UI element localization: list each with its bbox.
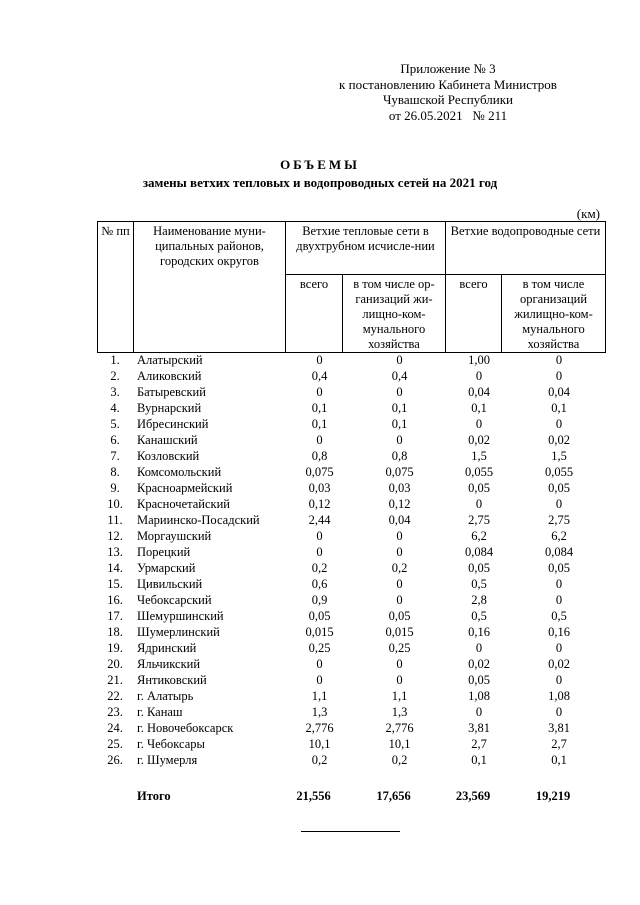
row-heat: 0,8 [311,449,328,463]
row-number: 6. [110,433,120,447]
row-number: 10. [107,497,123,511]
row-water: 0,05 [468,673,490,687]
row-water-housing: 0,05 [548,481,570,495]
table-row [97,720,611,736]
table-row [97,608,611,624]
row-name: г. Канаш [137,705,183,719]
row-heat: 0,6 [311,577,328,591]
row-water-housing: 0 [555,417,563,431]
row-water-housing: 0,1 [551,401,567,415]
row-name: Яльчикский [137,657,201,671]
unit-label: (км) [576,206,600,221]
row-water-housing: 0,5 [551,609,567,623]
row-name: Моргаушский [137,529,212,543]
row-heat-housing: 0,05 [388,609,411,623]
table-row [97,448,611,464]
row-water-housing: 0,1 [551,753,567,767]
row-heat: 0 [316,657,323,671]
row-heat-housing: 0,2 [391,753,408,767]
row-name: г. Новочебоксарск [137,721,234,735]
table-row [97,416,611,432]
row-heat: 0 [316,529,323,543]
row-water-housing: 1,5 [551,449,567,463]
row-heat-housing: 0 [396,657,403,671]
table-body [97,352,611,768]
header-water-housing: в том числе организаций жилищно-ком-мунального хозяйства [502,275,606,353]
row-number: 12. [107,529,123,543]
row-water: 1,5 [471,449,487,463]
row-number: 23. [107,705,123,719]
row-water-housing: 0,084 [544,545,574,559]
header-water-total: всего [446,275,502,353]
table-row [97,384,611,400]
row-heat-housing: 0,2 [391,561,408,575]
row-name: г. Алатырь [137,689,194,703]
total-label: Итого [137,789,171,803]
row-number: 26. [107,753,123,767]
row-name: Канашский [137,433,198,447]
row-heat: 0,1 [311,417,328,431]
table-row [97,624,611,640]
header-heat-networks: Ветхие тепловые сети в двухтрубном исчисле-нии [286,222,446,275]
row-name: Батыревский [137,385,206,399]
table-row [97,560,611,576]
row-heat: 0,1 [311,401,328,415]
row-heat: 0,2 [311,561,328,575]
row-water-housing: 0 [555,369,563,383]
row-heat-housing: 0 [396,385,403,399]
row-heat: 0,25 [308,641,331,655]
table-row [97,544,611,560]
row-number: 16. [107,593,123,607]
total-water: 23,569 [455,789,491,803]
row-name: Алатырский [137,353,203,367]
row-water: 0,055 [464,465,494,479]
total-water-housing: 19,219 [535,789,571,803]
row-heat: 0,075 [305,465,334,479]
row-water: 1,00 [468,353,490,367]
row-number: 15. [107,577,123,591]
table-row [97,480,611,496]
row-water-housing: 0,05 [548,561,570,575]
row-water-housing: 0 [555,641,563,655]
row-heat-housing: 1,3 [391,705,408,719]
row-heat: 1,3 [311,705,328,719]
row-number: 3. [110,385,120,399]
row-heat-housing: 0,03 [388,481,411,495]
header-heat-housing: в том числе ор-ганизаций жи-лищно-ком-мунального хозяйства [343,275,446,353]
row-name: Аликовский [137,369,202,383]
row-heat: 0,12 [308,497,331,511]
row-water: 0,02 [468,433,490,447]
row-water-housing: 0 [555,593,563,607]
row-number: 24. [107,721,123,735]
row-heat-housing: 0,8 [391,449,408,463]
table-row [97,688,611,704]
row-water: 0,04 [468,385,490,399]
row-water-housing: 0 [555,673,563,687]
row-water: 0 [475,369,483,383]
table-row [97,592,611,608]
row-heat: 2,44 [308,513,331,527]
table-row [97,400,611,416]
appendix-line-4: от 26.05.2021 № 211 [388,107,508,123]
row-name: Ибресинский [137,417,209,431]
row-heat-housing: 0 [396,353,403,367]
row-number: 19. [107,641,123,655]
row-heat-housing: 0 [396,673,403,687]
row-water: 0,1 [471,401,487,415]
row-water: 0 [475,641,483,655]
header-num: № пп [98,222,134,353]
row-heat-housing: 0,1 [391,417,408,431]
row-heat: 0,05 [308,609,331,623]
row-name: Янтиковский [137,673,207,687]
row-water: 0,084 [464,545,494,559]
row-water-housing: 0,04 [548,385,570,399]
row-heat: 0 [316,353,323,367]
table-row [97,432,611,448]
row-water-housing: 3,81 [548,721,570,735]
row-number: 9. [110,481,120,495]
row-number: 21. [107,673,123,687]
row-name: Урмарский [137,561,196,575]
row-water: 0,16 [468,625,490,639]
row-water-housing: 0,055 [544,465,574,479]
header-name: Наименование муни-ципальных районов, городских округов [134,222,286,353]
table-row [97,528,611,544]
row-number: 20. [107,657,123,671]
row-water: 0,02 [468,657,490,671]
row-number: 22. [107,689,123,703]
row-heat: 0,2 [311,753,328,767]
row-heat: 0,03 [308,481,331,495]
table-row [97,496,611,512]
row-water-housing: 2,75 [548,513,570,527]
table-row [97,352,611,368]
table-row [97,640,611,656]
row-water: 2,7 [471,737,487,751]
row-heat-housing: 10,1 [388,737,411,751]
row-water-housing: 2,7 [551,737,567,751]
row-name: Цивильский [137,577,203,591]
row-water: 0,1 [471,753,487,767]
row-heat: 2,776 [305,721,334,735]
footer-divider [301,831,400,832]
row-number: 1. [110,353,120,367]
row-heat: 0,9 [311,593,328,607]
table-row [97,464,611,480]
row-water: 2,8 [471,593,487,607]
row-water-housing: 0 [555,353,563,367]
appendix-line-1: Приложение № 3 [400,61,496,76]
row-heat-housing: 2,776 [385,721,414,735]
header-water-networks: Ветхие водопроводные сети [446,222,606,275]
row-heat-housing: 0 [396,545,403,559]
row-heat-housing: 1,1 [391,689,408,703]
row-name: г. Шумерля [137,753,198,767]
row-heat: 0,4 [311,369,328,383]
row-name: Красноармейский [137,481,233,495]
table-row [97,752,611,768]
table-row [97,512,611,528]
row-water-housing: 0,16 [548,625,570,639]
row-water: 6,2 [471,529,487,543]
row-water-housing: 0,02 [548,657,570,671]
row-number: 8. [110,465,120,479]
row-heat-housing: 0,075 [385,465,414,479]
row-water-housing: 0,02 [548,433,570,447]
row-heat-housing: 0,04 [388,513,411,527]
document-title: ОБЪЕМЫ [280,157,360,172]
row-heat-housing: 0,25 [388,641,411,655]
row-name: Шемуршинский [137,609,224,623]
row-number: 7. [110,449,120,463]
row-water-housing: 0 [555,705,563,719]
row-water: 1,08 [468,689,490,703]
row-heat-housing: 0 [396,577,403,591]
row-number: 2. [110,369,120,383]
row-name: Порецкий [137,545,191,559]
appendix-block [300,61,596,123]
document-subtitle: замены ветхих тепловых и водопроводных сетей на 2021 год [142,175,498,190]
row-heat-housing: 0 [396,529,403,543]
table-row [97,736,611,752]
row-heat-housing: 0,015 [385,625,414,639]
row-water: 0,05 [468,561,490,575]
table-row [97,656,611,672]
row-number: 4. [110,401,120,415]
row-number: 25. [107,737,123,751]
row-number: 17. [107,609,123,623]
row-water: 0 [475,417,483,431]
row-name: Красночетайский [137,497,230,511]
row-water: 0,05 [468,481,490,495]
row-heat-housing: 0,12 [388,497,411,511]
table-row [97,368,611,384]
row-name: Ядринский [137,641,197,655]
row-heat-housing: 0 [396,593,403,607]
row-water-housing: 1,08 [548,689,570,703]
table-header [97,221,606,353]
appendix-line-2: к постановлению Кабинета Министров [339,76,557,92]
table-row [97,576,611,592]
row-name: Козловский [137,449,200,463]
data-table [97,352,611,768]
row-heat: 10,1 [308,737,331,751]
row-heat: 0,015 [305,625,334,639]
row-number: 11. [107,513,123,527]
row-water: 0 [475,497,483,511]
row-water: 3,81 [468,721,490,735]
row-heat-housing: 0,1 [391,401,408,415]
row-heat: 0 [316,433,323,447]
table-row [97,704,611,720]
row-water-housing: 0 [555,577,563,591]
row-water-housing: 6,2 [551,529,567,543]
header-heat-total: всего [286,275,343,353]
row-heat: 0 [316,673,323,687]
table-row [97,672,611,688]
row-water: 0,5 [471,577,487,591]
row-number: 18. [107,625,123,639]
row-water: 0 [475,705,483,719]
row-name: Комсомольский [137,465,222,479]
row-name: Мариинско-Посадский [137,513,260,527]
row-name: Вурнарский [137,401,202,415]
row-number: 13. [107,545,123,559]
row-name: Шумерлинский [137,625,220,639]
row-heat-housing: 0 [396,433,403,447]
row-heat-housing: 0,4 [391,369,408,383]
total-heat-housing: 17,656 [376,789,411,803]
row-number: 14. [107,561,123,575]
appendix-line-3: Чувашской Республики [382,92,514,107]
row-water-housing: 0 [555,497,563,511]
row-heat: 0 [316,545,323,559]
row-heat: 1,1 [311,689,328,703]
row-name: г. Чебоксары [137,737,205,751]
row-water: 2,75 [468,513,490,527]
row-heat: 0 [316,385,323,399]
total-heat: 21,556 [296,789,331,803]
row-water: 0,5 [471,609,487,623]
row-name: Чебоксарский [137,593,212,607]
row-number: 5. [110,417,120,431]
